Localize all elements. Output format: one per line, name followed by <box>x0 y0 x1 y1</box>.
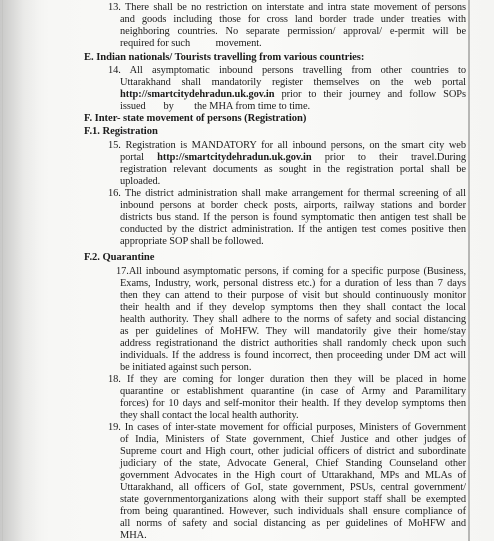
paragraph-line: Exams, Industry, work, personal distress etc.) for a duration of less than 7 days <box>120 278 466 289</box>
paragraph-line: health authority. They shall adhere to the norms of safety and social distancing <box>120 314 466 325</box>
paragraph-line: government Advocates in the High court of Uttarakhand, MPs and MLAs of <box>120 470 466 481</box>
paragraph-line: uploaded. <box>120 176 161 187</box>
paragraph-line: required for such movement. <box>120 38 262 49</box>
paragraph-line: Supreme court and High court, other judicial officers of district and subordinate <box>120 446 466 457</box>
paragraph-line: Uttarakhand, all officers of GoI, state government, PSUs, central government/ <box>120 482 466 493</box>
paragraph-line: Uttarakhand shall mandatorily register themselves on the web portal <box>120 77 466 88</box>
paragraph-line: http://smartcitydehradun.uk.gov.in prior to their journey and follow SOPs <box>120 89 466 100</box>
paragraph-line: 19. In cases of inter-state movement for official purposes, Ministers of Government <box>108 422 466 433</box>
paragraph-line: 13. There shall be no restriction on interstate and intra state movement of persons <box>108 2 466 13</box>
paragraph-line: neighboring countries. No separate permission/ approval/ e-permit will be <box>120 26 466 37</box>
paragraph-line: 16. The district administration shall make arrangement for thermal screening of all <box>108 188 466 199</box>
paragraph-line: issued by the MHA from time to time. <box>120 101 311 112</box>
paragraph-line: 18. If they are coming for longer duration then they will be placed in home <box>108 374 466 385</box>
paragraph-line: individuals. If the address is found incorrect, then proceeding under DM act will <box>120 350 466 361</box>
paragraph-line: 15. Registration is MANDATORY for all inbound persons, on the smart city web <box>108 140 466 151</box>
paragraph-line: as per guidelines of MoHFW. They will mandatorily give their home/stay <box>120 326 466 337</box>
portal-url-link[interactable]: http://smartcitydehradun.uk.gov.in <box>157 152 312 163</box>
paragraph-line: conducted by the district administration. If the antigen test comes positive then <box>120 224 466 235</box>
paragraph-line: all norms of safety and social distancing as per guidelines of MoHFW and <box>120 518 466 529</box>
paragraph-line: and goods including those for cross land border trade under treaties with <box>120 14 466 25</box>
paragraph-line: from being quarantined. However, such individuals shall ensure compliance of <box>120 506 466 517</box>
section-heading: F.2. Quarantine <box>84 252 155 263</box>
section-heading: F. Inter- state movement of persons (Registration) <box>84 113 307 124</box>
paragraph-line: districts bus stand. If the person is found symptomatic then antigen test shall be <box>120 212 466 223</box>
paragraph-line: their health and if they develop symptoms then they shall contact the local <box>120 302 466 313</box>
portal-url-link[interactable]: http://smartcitydehradun.uk.gov.in <box>120 89 275 100</box>
paragraph-line: state governmentorganizations along with their support staff shall be exempted <box>120 494 466 505</box>
paragraph-line: quarantine or establishment quarantine (in case of Army and Paramilitary <box>120 386 466 397</box>
paragraph-line: portal http://smartcitydehradun.uk.gov.in prior to their travel.During <box>120 152 467 163</box>
section-heading: F.1. Registration <box>84 126 158 137</box>
paragraph-line: 17.All inbound asymptomatic persons, if coming for a specific purpose (Business, <box>116 266 466 277</box>
paragraph-line: registration relevant documents as sought in the registration portal shall be <box>120 164 466 175</box>
paragraph-line: then they can attend to their purpose of visit but should continuously monitor <box>120 290 466 301</box>
paragraph-line: inbound persons at border check posts, airports, railway stations and border <box>120 200 466 211</box>
paragraph-line: they shall contact the local health authority. <box>120 410 299 421</box>
section-heading: E. Indian nationals/ Tourists travelling from various countries: <box>84 52 365 63</box>
paragraph-line: judiciary of the state, Advocate General, Chief Standing Counseland other <box>120 458 466 469</box>
paragraph-line: address registrationand the district authorities shall randomly check upon such <box>120 338 466 349</box>
paragraph-line: 14. All asymptomatic inbound persons travelling from other countries to <box>108 65 466 76</box>
paragraph-line: of India, Ministers of State government, Chief Justice and other judges of <box>120 434 466 445</box>
paragraph-line: appropriate SOP shall be followed. <box>120 236 264 247</box>
paragraph-line: forces) for 10 days and self-monitor their health. If they develop symptoms then <box>120 398 466 409</box>
paragraph-line: MHA. <box>120 530 147 541</box>
paragraph-line: be initiated against such person. <box>120 362 252 373</box>
